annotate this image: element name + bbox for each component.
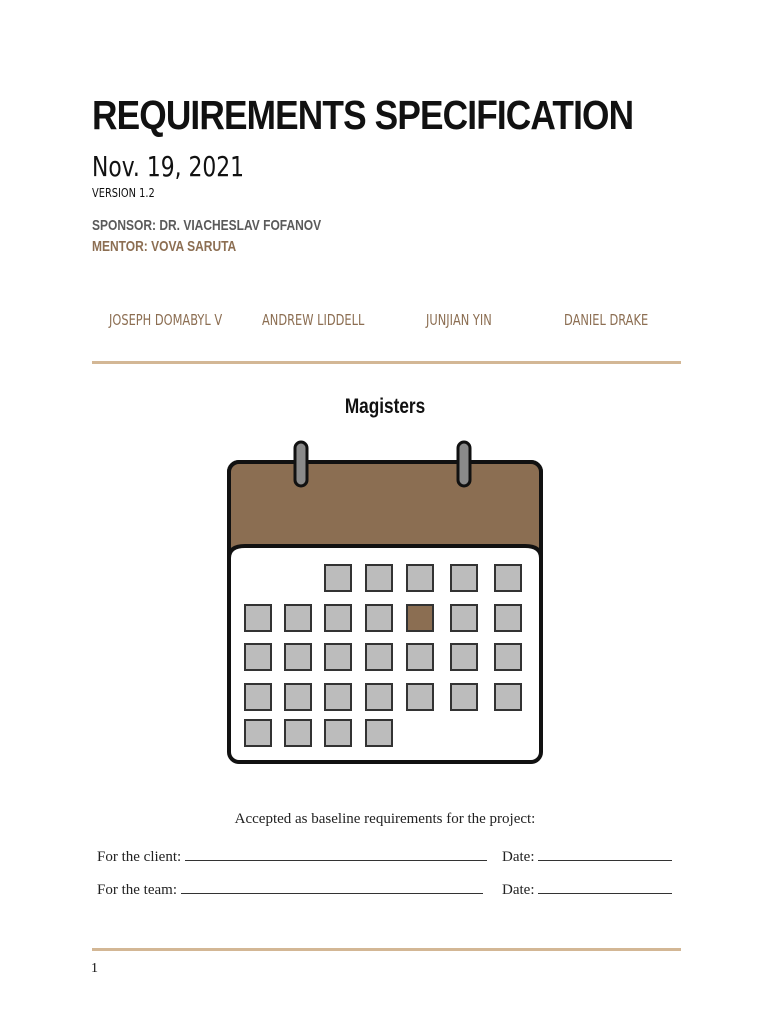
calendar-day [451,684,477,710]
team-member: JUNJIAN YIN [426,311,492,329]
team-date-field[interactable] [538,881,672,894]
calendar-day [245,644,271,670]
calendar-day [495,605,521,631]
calendar-day [495,684,521,710]
calendar-icon [225,438,545,768]
team-signature-line [97,881,535,899]
calendar-day [366,565,392,591]
mentor-line: MENTOR: VOVA SARUTA [92,238,237,255]
team-label: For the team: [97,882,177,898]
calendar-ring-left [295,442,307,486]
team-signature-field[interactable] [181,881,483,894]
team-member: DANIEL DRAKE [564,311,649,329]
document-title: REQUIREMENTS SPECIFICATION [92,92,634,138]
client-signature-field[interactable] [185,848,487,861]
team-member: ANDREW LIDDELL [262,311,365,329]
calendar-day [285,644,311,670]
calendar-day [245,605,271,631]
calendar-day [495,565,521,591]
client-date-field[interactable] [538,848,672,861]
team-date-label: Date: [502,882,535,898]
page-number: 1 [91,961,98,976]
document-version: VERSION 1.2 [92,186,155,200]
client-signature-line [97,848,535,866]
calendar-day [407,684,433,710]
document-date: Nov. 19, 2021 [92,150,245,183]
calendar-header [229,462,541,558]
calendar-day [451,605,477,631]
calendar-day [451,565,477,591]
calendar-day [285,684,311,710]
acceptance-statement: Accepted as baseline requirements for the project: [234,811,536,827]
calendar-day [366,605,392,631]
calendar-day [245,684,271,710]
calendar-day [451,644,477,670]
calendar-graphic [225,438,545,768]
calendar-day [285,605,311,631]
client-date-label: Date: [502,849,535,865]
calendar-day-highlighted [407,605,433,631]
calendar-day [325,684,351,710]
calendar-day [407,644,433,670]
team-member: JOSEPH DOMABYL V [109,311,223,329]
client-label: For the client: [97,849,182,865]
top-divider [92,361,681,364]
calendar-day [325,605,351,631]
calendar-day [407,565,433,591]
calendar-day [245,720,271,746]
bottom-divider [92,948,681,951]
calendar-day [366,644,392,670]
calendar-day [325,565,351,591]
calendar-day [285,720,311,746]
sponsor-line: SPONSOR: DR. VIACHESLAV FOFANOV [92,217,322,234]
team-name-text: Magisters [344,395,426,418]
calendar-day [325,644,351,670]
team-name [0,395,770,419]
calendar-day [325,720,351,746]
calendar-day [366,720,392,746]
calendar-day [366,684,392,710]
calendar-ring-right [458,442,470,486]
calendar-day [495,644,521,670]
